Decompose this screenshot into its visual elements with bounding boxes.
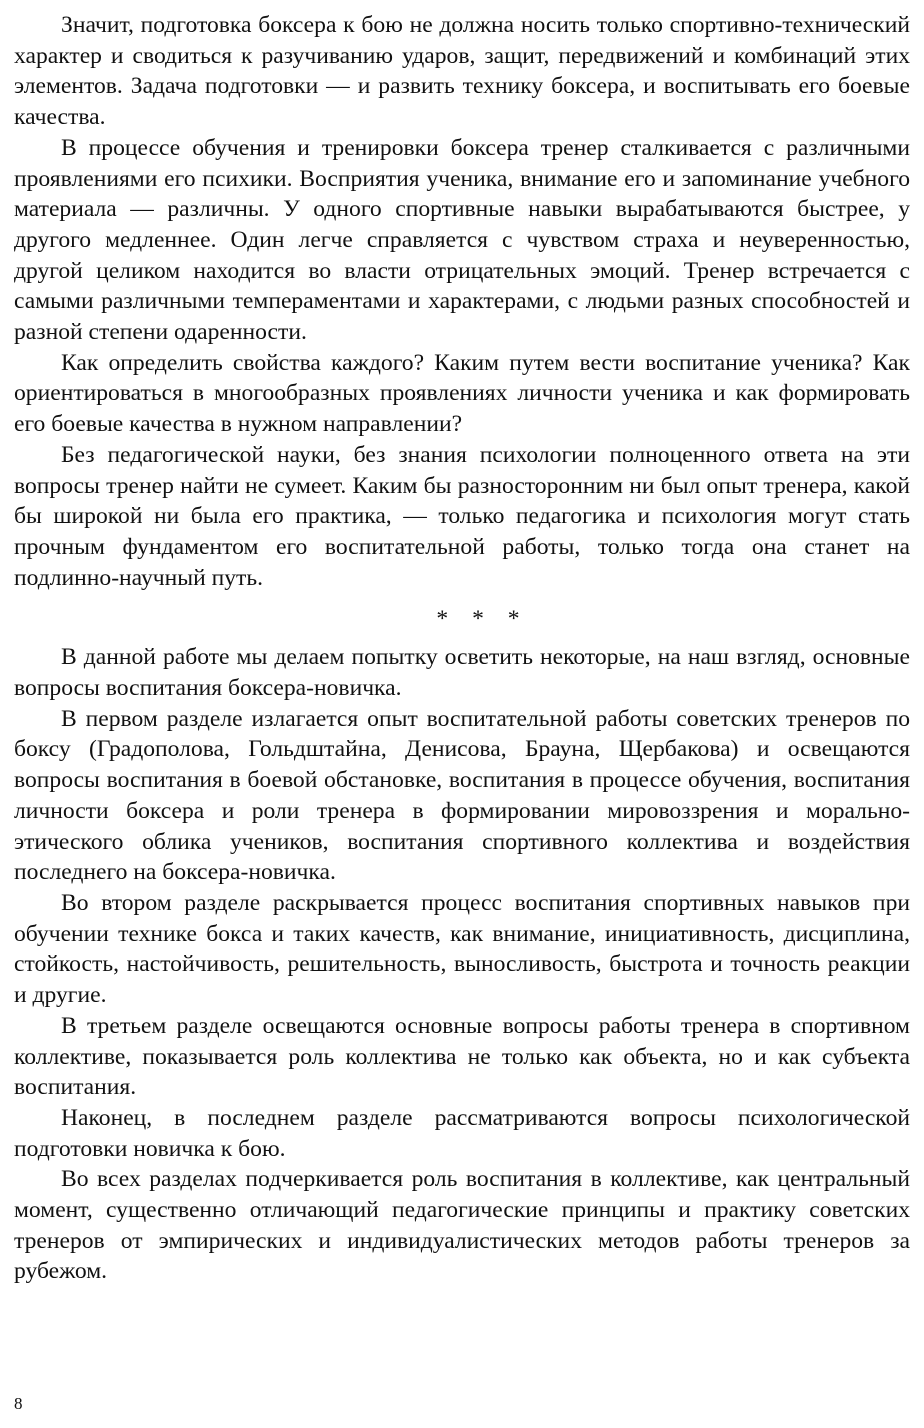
- paragraph: Значит, подготовка боксера к бою не должна носить только спортивно-технический характер и сводиться к разучиванию ударов, защит, передвижений и комбинаций этих элементов. Задача подготовки — и развить технику боксера, и воспитывать его боевые качества.: [14, 12, 910, 131]
- paragraph: Без педагогической науки, без знания психологии полноценного ответа на эти вопросы тренер найти не сумеет. Каким бы разносторонним ни был опыт тренера, какой бы широкой ни была его практика, — только педагогика и психология могут стать прочным фундаментом его воспитательной работы, только тогда она станет на подлинно-научный путь.: [14, 441, 910, 591]
- paragraph: В первом разделе излагается опыт воспитательной работы советских тренеров по боксу (Градополова, Гольдштайна, Денисова, Брауна, Щербакова) и освещаются вопросы воспитания в боевой обстановке, воспитания в процессе обучения, воспитания личности боксера и роли тренера в формировании мировоззрения и морально-этического облика учеников, воспитания спортивного коллектива и воздействия последнего на боксера-новичка.: [14, 705, 910, 886]
- section-divider: * * *: [436, 606, 520, 633]
- paragraph: Как определить свойства каждого? Каким путем вести воспитание ученика? Как ориентироваться в многообразных проявлениях личности ученика и как формировать его боевые качества в нужном направлении?: [14, 349, 910, 438]
- paragraph: Во втором разделе раскрывается процесс воспитания спортивных навыков при обучении технике бокса и таких качеств, как внимание, инициативность, дисциплина, стойкость, настойчивость, решительность, выносливость, быстрота и точность реакции и другие.: [14, 889, 910, 1009]
- paragraph: В третьем разделе освещаются основные вопросы работы тренера в спортивном коллективе, показывается роль коллектива не только как объекта, но и как субъекта воспитания.: [14, 1012, 910, 1101]
- text-block-top: [14, 10, 910, 593]
- paragraph: В процессе обучения и тренировки боксера тренер сталкивается с различными проявлениями его психики. Восприятия ученика, внимание его и запоминание учебного материала — различны. У одного спортивные навыки вырабатываются быстрее, у другого медленнее. Один легче справляется с чувством страха и неуверенностью, другой целиком находится во власти отрицательных эмоций. Тренер встречается с самыми различными темпераментами и характерами, с людьми разных способностей и разной степени одаренности.: [14, 134, 910, 346]
- paragraph: Во всех разделах подчеркивается роль воспитания в коллективе, как центральный момент, существенно отличающий педагогические принципы и практику советских тренеров от эмпирических и индивидуалистических методов работы тренеров за рубежом.: [14, 1166, 910, 1285]
- paragraph: Наконец, в последнем разделе рассматриваются вопросы психологической подготовки новичка к бою.: [14, 1104, 910, 1162]
- text-block-bottom: [14, 642, 910, 1287]
- page-number: 8: [14, 1394, 23, 1413]
- paragraph: В данной работе мы делаем попытку осветить некоторые, на наш взгляд, основные вопросы воспитания боксера-новичка.: [14, 644, 910, 702]
